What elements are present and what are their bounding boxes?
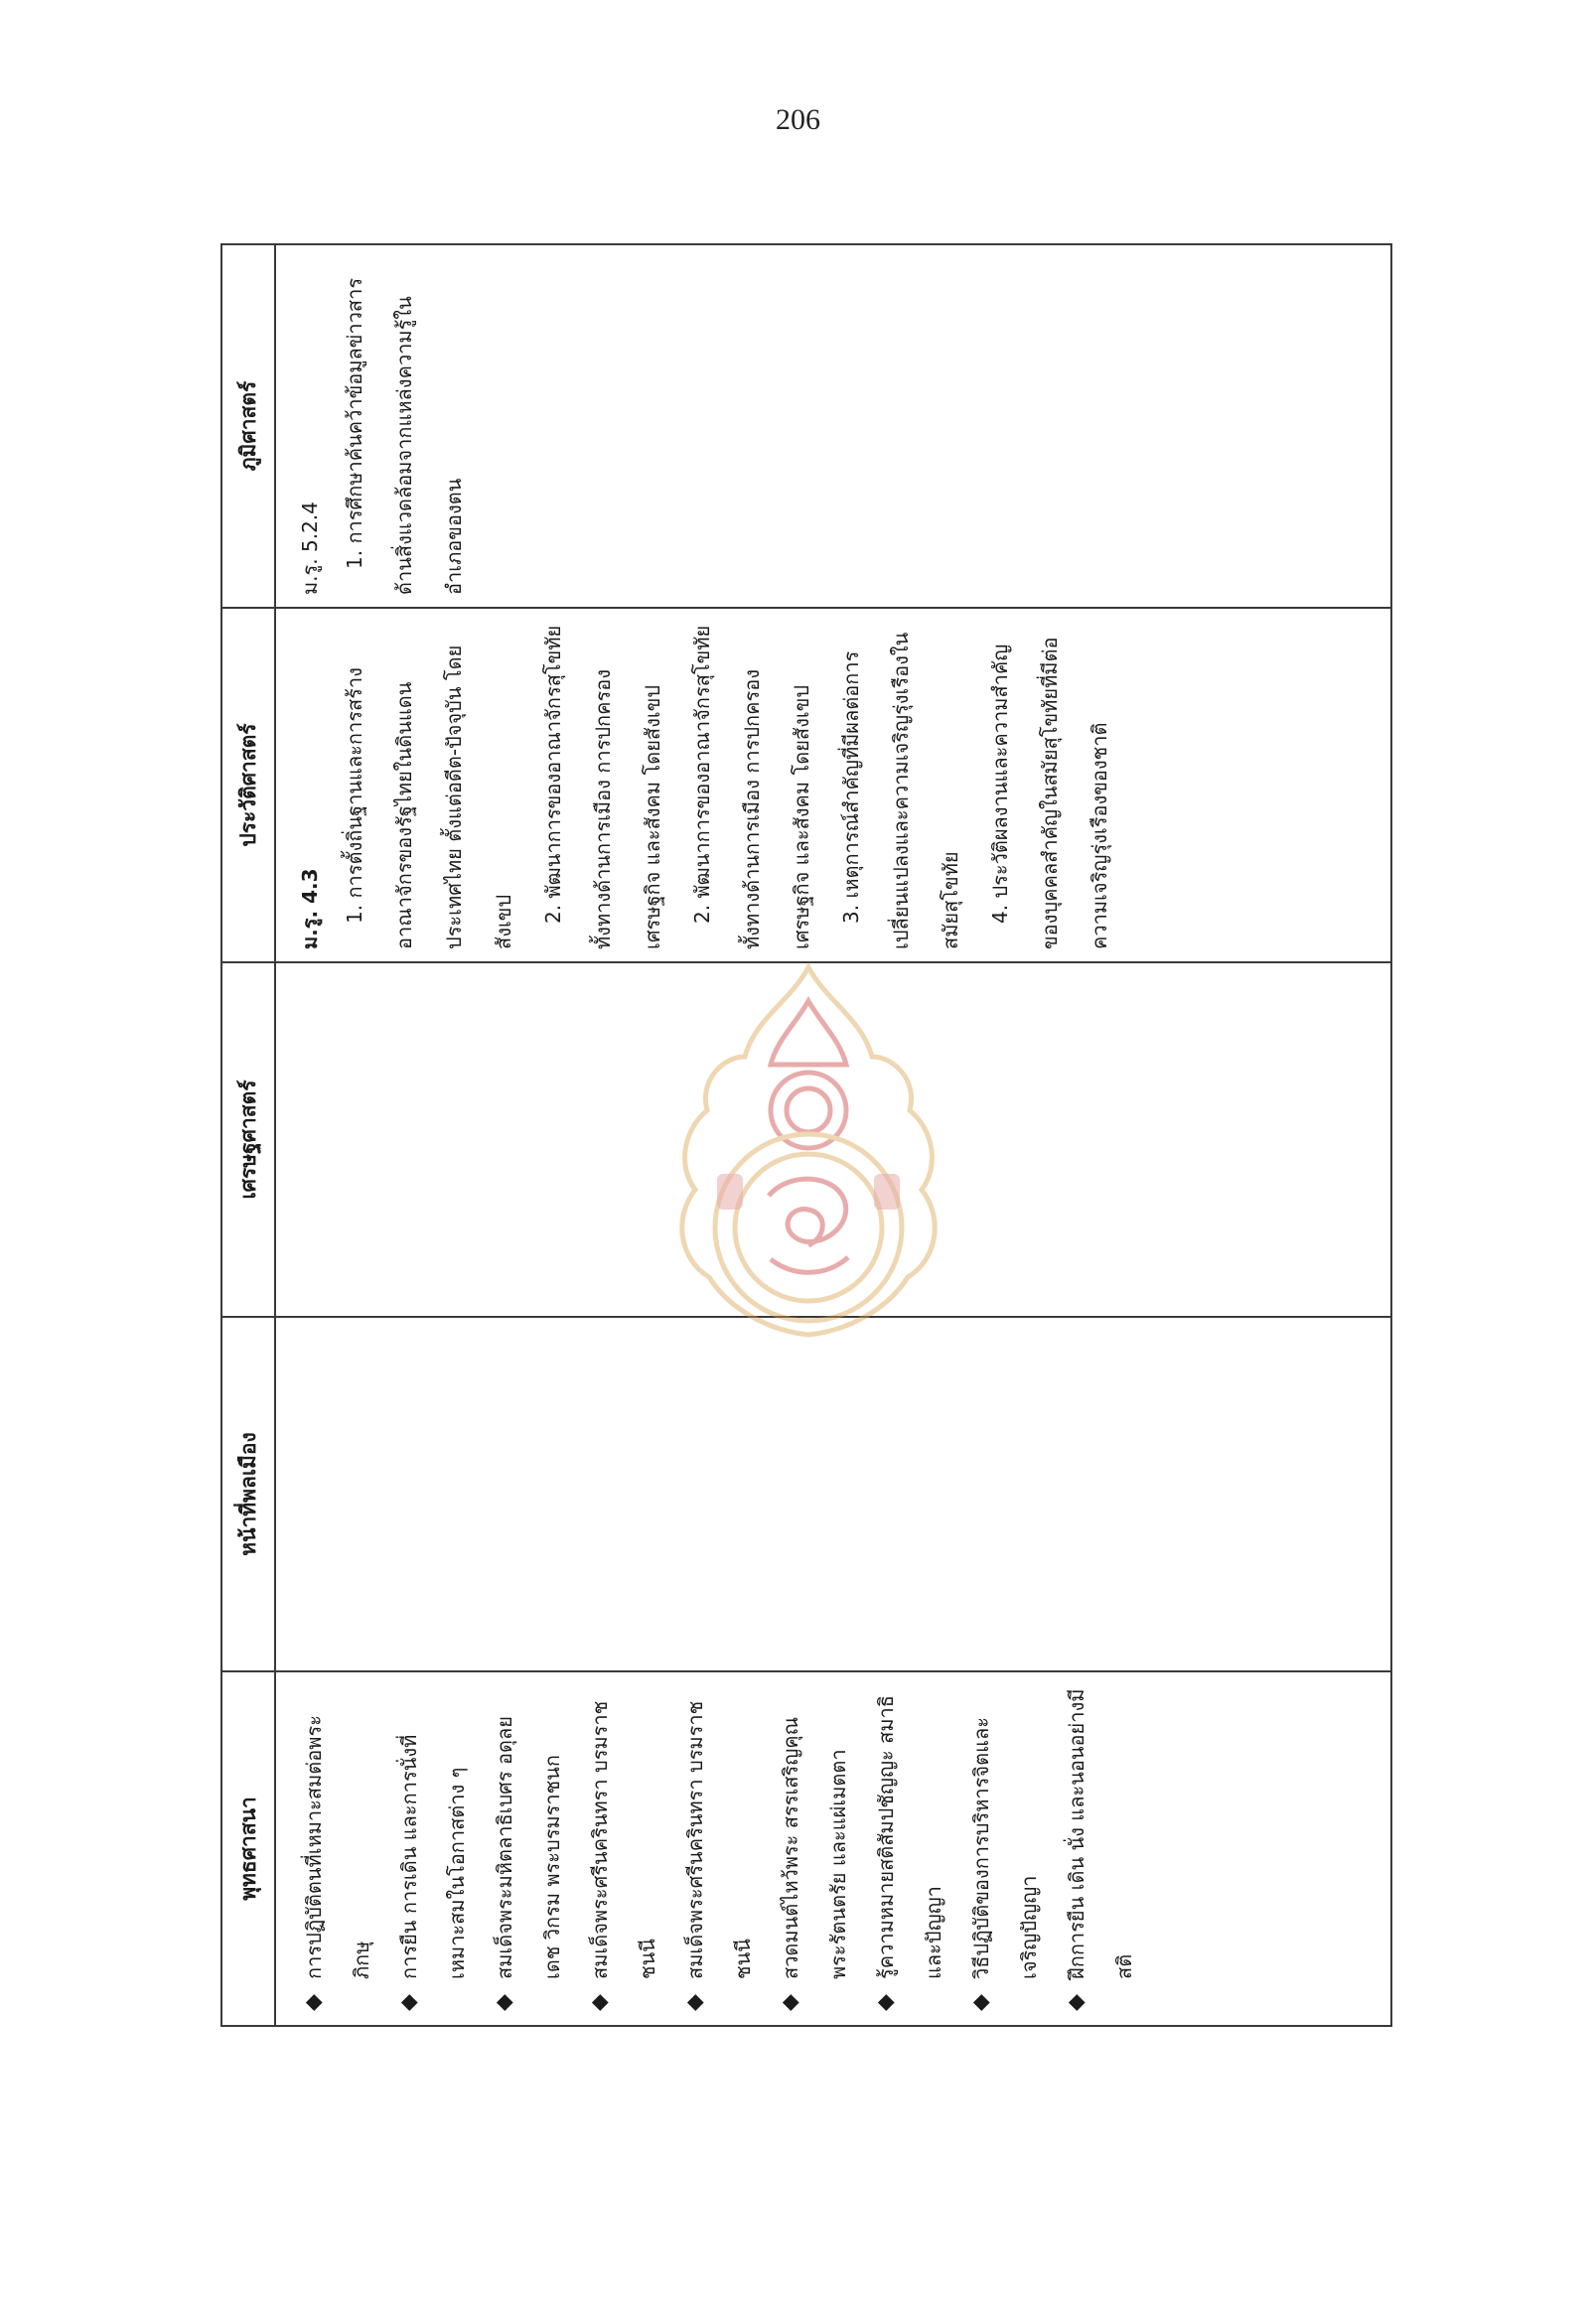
page-number: 206 xyxy=(776,103,820,136)
list-item: ◆ สมเด็จพระมหิตลาธิเบศร อดุลยเดช วิกรม พระบรมราชนก xyxy=(481,1684,576,2013)
geography-standard-code: ม.รู. 5.2.4 xyxy=(298,502,322,595)
header-history: ประวัติศาสตร์ xyxy=(221,608,275,962)
diamond-bullet-icon: ◆ xyxy=(587,1994,612,2011)
list-item: ◆ ฝึกการยืน เดิน นั่ง และนอนอย่างมีสติ xyxy=(1053,1684,1148,2013)
list-item: 3. เหตุการณ์สำคัญที่มีผลต่อการเปลี่ยนแปลงและความเจริญรุ่งเรืองในสมัยสุโขทัย xyxy=(839,632,962,949)
header-row xyxy=(221,244,275,2026)
list-item: ◆ การยืน การเดิน และการนั่งที่เหมาะสมในโอกาสต่าง ๆ xyxy=(385,1684,481,2013)
geography-list xyxy=(330,257,479,595)
header-buddhism: พุทธศาสนา xyxy=(221,1671,275,2026)
list-item: 4. ประวัติผลงานและความสำคัญของบุคคลสำคัญในสมัยสุโขทัยที่มีต่อความเจริญรุ่งเรืองของชาติ xyxy=(988,637,1111,949)
buddhism-cell xyxy=(275,1671,1391,2026)
header-economics: เศรษฐศาสตร์ xyxy=(221,962,275,1317)
list-item: 2. พัฒนาการของอาณาจักรสุโขทัย ทั้งทางด้านการเมือง การปกครอง เศรษฐกิจ และสังคม โดยสังเขป xyxy=(541,625,664,949)
list-item: ◆ สวดมนต์ไหว้พระ สรรเสริญคุณพระรัตนตรัย และแผ่เมตตา xyxy=(767,1684,862,2013)
history-standard-code: ม.รู. 4.3 xyxy=(298,868,322,949)
buddhism-list xyxy=(290,1684,1148,2013)
geography-cell xyxy=(275,244,1391,608)
list-item: ◆ สมเด็จพระศรีนครินทรา บรมราชชนนี xyxy=(671,1684,767,2013)
list-item: ◆ การปฏิบัติตนที่เหมาะสมต่อพระภิกษุ xyxy=(290,1684,385,2013)
list-item: 1. การศึกษาค้นคว้าข้อมูลข่าวสารด้านสิ่งแวดล้อมจากแหล่งความรู้ในอำเภอของตน xyxy=(343,277,466,595)
header-geography: ภูมิศาสตร์ xyxy=(221,244,275,608)
diamond-bullet-icon: ◆ xyxy=(396,1994,421,2011)
list-item: 2. พัฒนาการของอาณาจักรสุโขทัย ทั้งทางด้านการเมือง การปกครอง เศรษฐกิจ และสังคม โดยสังเขป xyxy=(690,625,813,949)
list-item: 1. การตั้งถิ่นฐานและการสร้างอาณาจักรของรัฐไทยในดินแดนประเทศไทย ตั้งแต่อดีต-ปัจจุบัน โดยสังเขป xyxy=(343,645,515,949)
list-item: ◆ รู้ความหมายสติสัมปชัญญะ สมาธิและปัญญา xyxy=(862,1684,957,2013)
diamond-bullet-icon: ◆ xyxy=(301,1994,326,2011)
list-item: ◆ สมเด็จพระศรีนครินทรา บรมราชชนนี xyxy=(576,1684,671,2013)
history-cell xyxy=(275,608,1391,962)
list-item: ◆ วิธีปฏิบัติของการบริหารจิตและเจริญปัญญา xyxy=(957,1684,1053,2013)
civics-cell xyxy=(275,1317,1391,1671)
diamond-bullet-icon: ◆ xyxy=(873,1994,898,2011)
diamond-bullet-icon: ◆ xyxy=(682,1994,707,2011)
diamond-bullet-icon: ◆ xyxy=(778,1994,802,2011)
header-civics: หน้าที่พลเมือง xyxy=(221,1317,275,1671)
diamond-bullet-icon: ◆ xyxy=(492,1994,516,2011)
diamond-bullet-icon: ◆ xyxy=(968,1994,993,2011)
office-seal-watermark-icon xyxy=(659,961,957,1341)
diamond-bullet-icon: ◆ xyxy=(1064,1994,1088,2011)
history-list xyxy=(330,621,1124,949)
